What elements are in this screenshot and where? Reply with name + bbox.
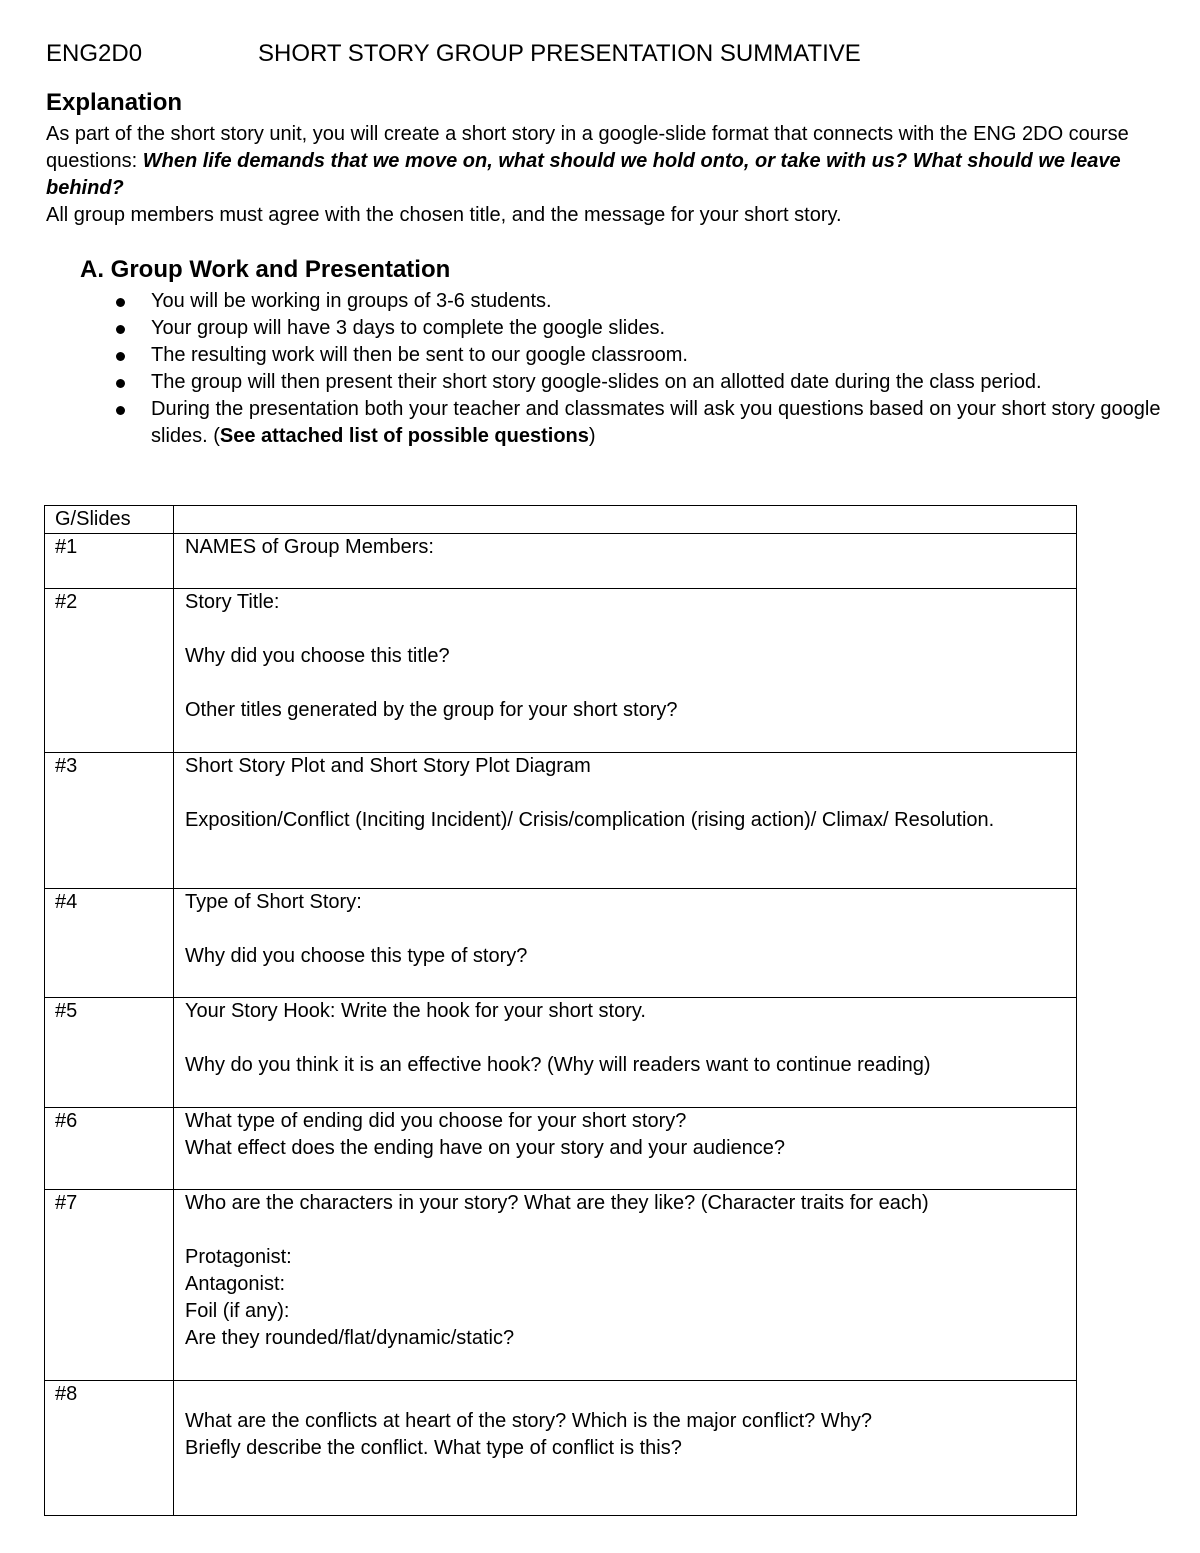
list-item: The group will then present their short story google-slides on an allotted date during the class period. [114,369,1164,396]
table-header-cell: G/Slides [45,506,174,534]
slide-number: #5 [45,998,174,1108]
table-header-row [45,506,1077,534]
slides-table [44,505,1077,1516]
document-title: SHORT STORY GROUP PRESENTATION SUMMATIVE [258,40,861,67]
table-row [45,753,1077,889]
explanation-heading: Explanation [46,89,183,116]
list-item: During the presentation both your teacher and classmates will ask you questions based on your short story google slides. (See attached list of possible questions) [114,396,1164,450]
table-row [45,1381,1077,1516]
slide-number: #2 [45,589,174,753]
bullet-icon [116,406,125,415]
table-row [45,1108,1077,1190]
slide-content: Your Story Hook: Write the hook for your short story. Why do you think it is an effective hook? (Why will readers want to continue reading) [174,998,1077,1108]
slide-content: Type of Short Story: Why did you choose this type of story? [174,889,1077,998]
slide-number: #7 [45,1190,174,1381]
slide-content: What type of ending did you choose for your short story? What effect does the ending have on your story and your audience? [174,1108,1077,1190]
table-row [45,534,1077,589]
table-header-blank [174,506,1077,534]
slide-content: Short Story Plot and Short Story Plot Diagram Exposition/Conflict (Inciting Incident)/ Crisis/complication (rising action)/ Climax/ Resolution. [174,753,1077,889]
slide-number: #8 [45,1381,174,1516]
course-code: ENG2D0 [46,40,143,67]
table-row [45,889,1077,998]
list-item: You will be working in groups of 3-6 students. [114,288,1164,315]
slide-number: #3 [45,753,174,889]
attached-questions-note: See attached list of possible questions [219,425,589,447]
slide-content: Who are the characters in your story? What are they like? (Character traits for each) Protagonist: Antagonist: Foil (if any): Are they rounded/flat/dynamic/static? [174,1190,1077,1381]
slide-number: #4 [45,889,174,998]
list-item: The resulting work will then be sent to our google classroom. [114,342,1164,369]
bullet-icon [116,325,125,334]
section-a-heading: A. Group Work and Presentation [80,256,451,283]
list-item: Your group will have 3 days to complete the google slides. [114,315,1164,342]
table-row [45,998,1077,1108]
slide-content: NAMES of Group Members: [174,534,1077,589]
course-question: When life demands that we move on, what should we hold onto, or take with us? What should we leave behind? [46,150,1121,199]
slide-number: #6 [45,1108,174,1190]
table-row [45,1190,1077,1381]
table-row [45,589,1077,753]
slide-content: Story Title: Why did you choose this title? Other titles generated by the group for your short story? [174,589,1077,753]
bullet-icon [116,298,125,307]
explanation-body [46,121,1166,229]
explanation-intro: As part of the short story unit, you will create a short story in a google-slide format that connects with the ENG 2DO course questions: [46,123,1129,172]
bullet-icon [116,379,125,388]
bullet-icon [116,352,125,361]
group-work-list [114,288,1164,450]
explanation-agreement: All group members must agree with the chosen title, and the message for your short story. [46,204,842,226]
slide-content: What are the conflicts at heart of the story? Which is the major conflict? Why? Briefly describe the conflict. What type of conflict is this? [174,1381,1077,1516]
slide-number: #1 [45,534,174,589]
